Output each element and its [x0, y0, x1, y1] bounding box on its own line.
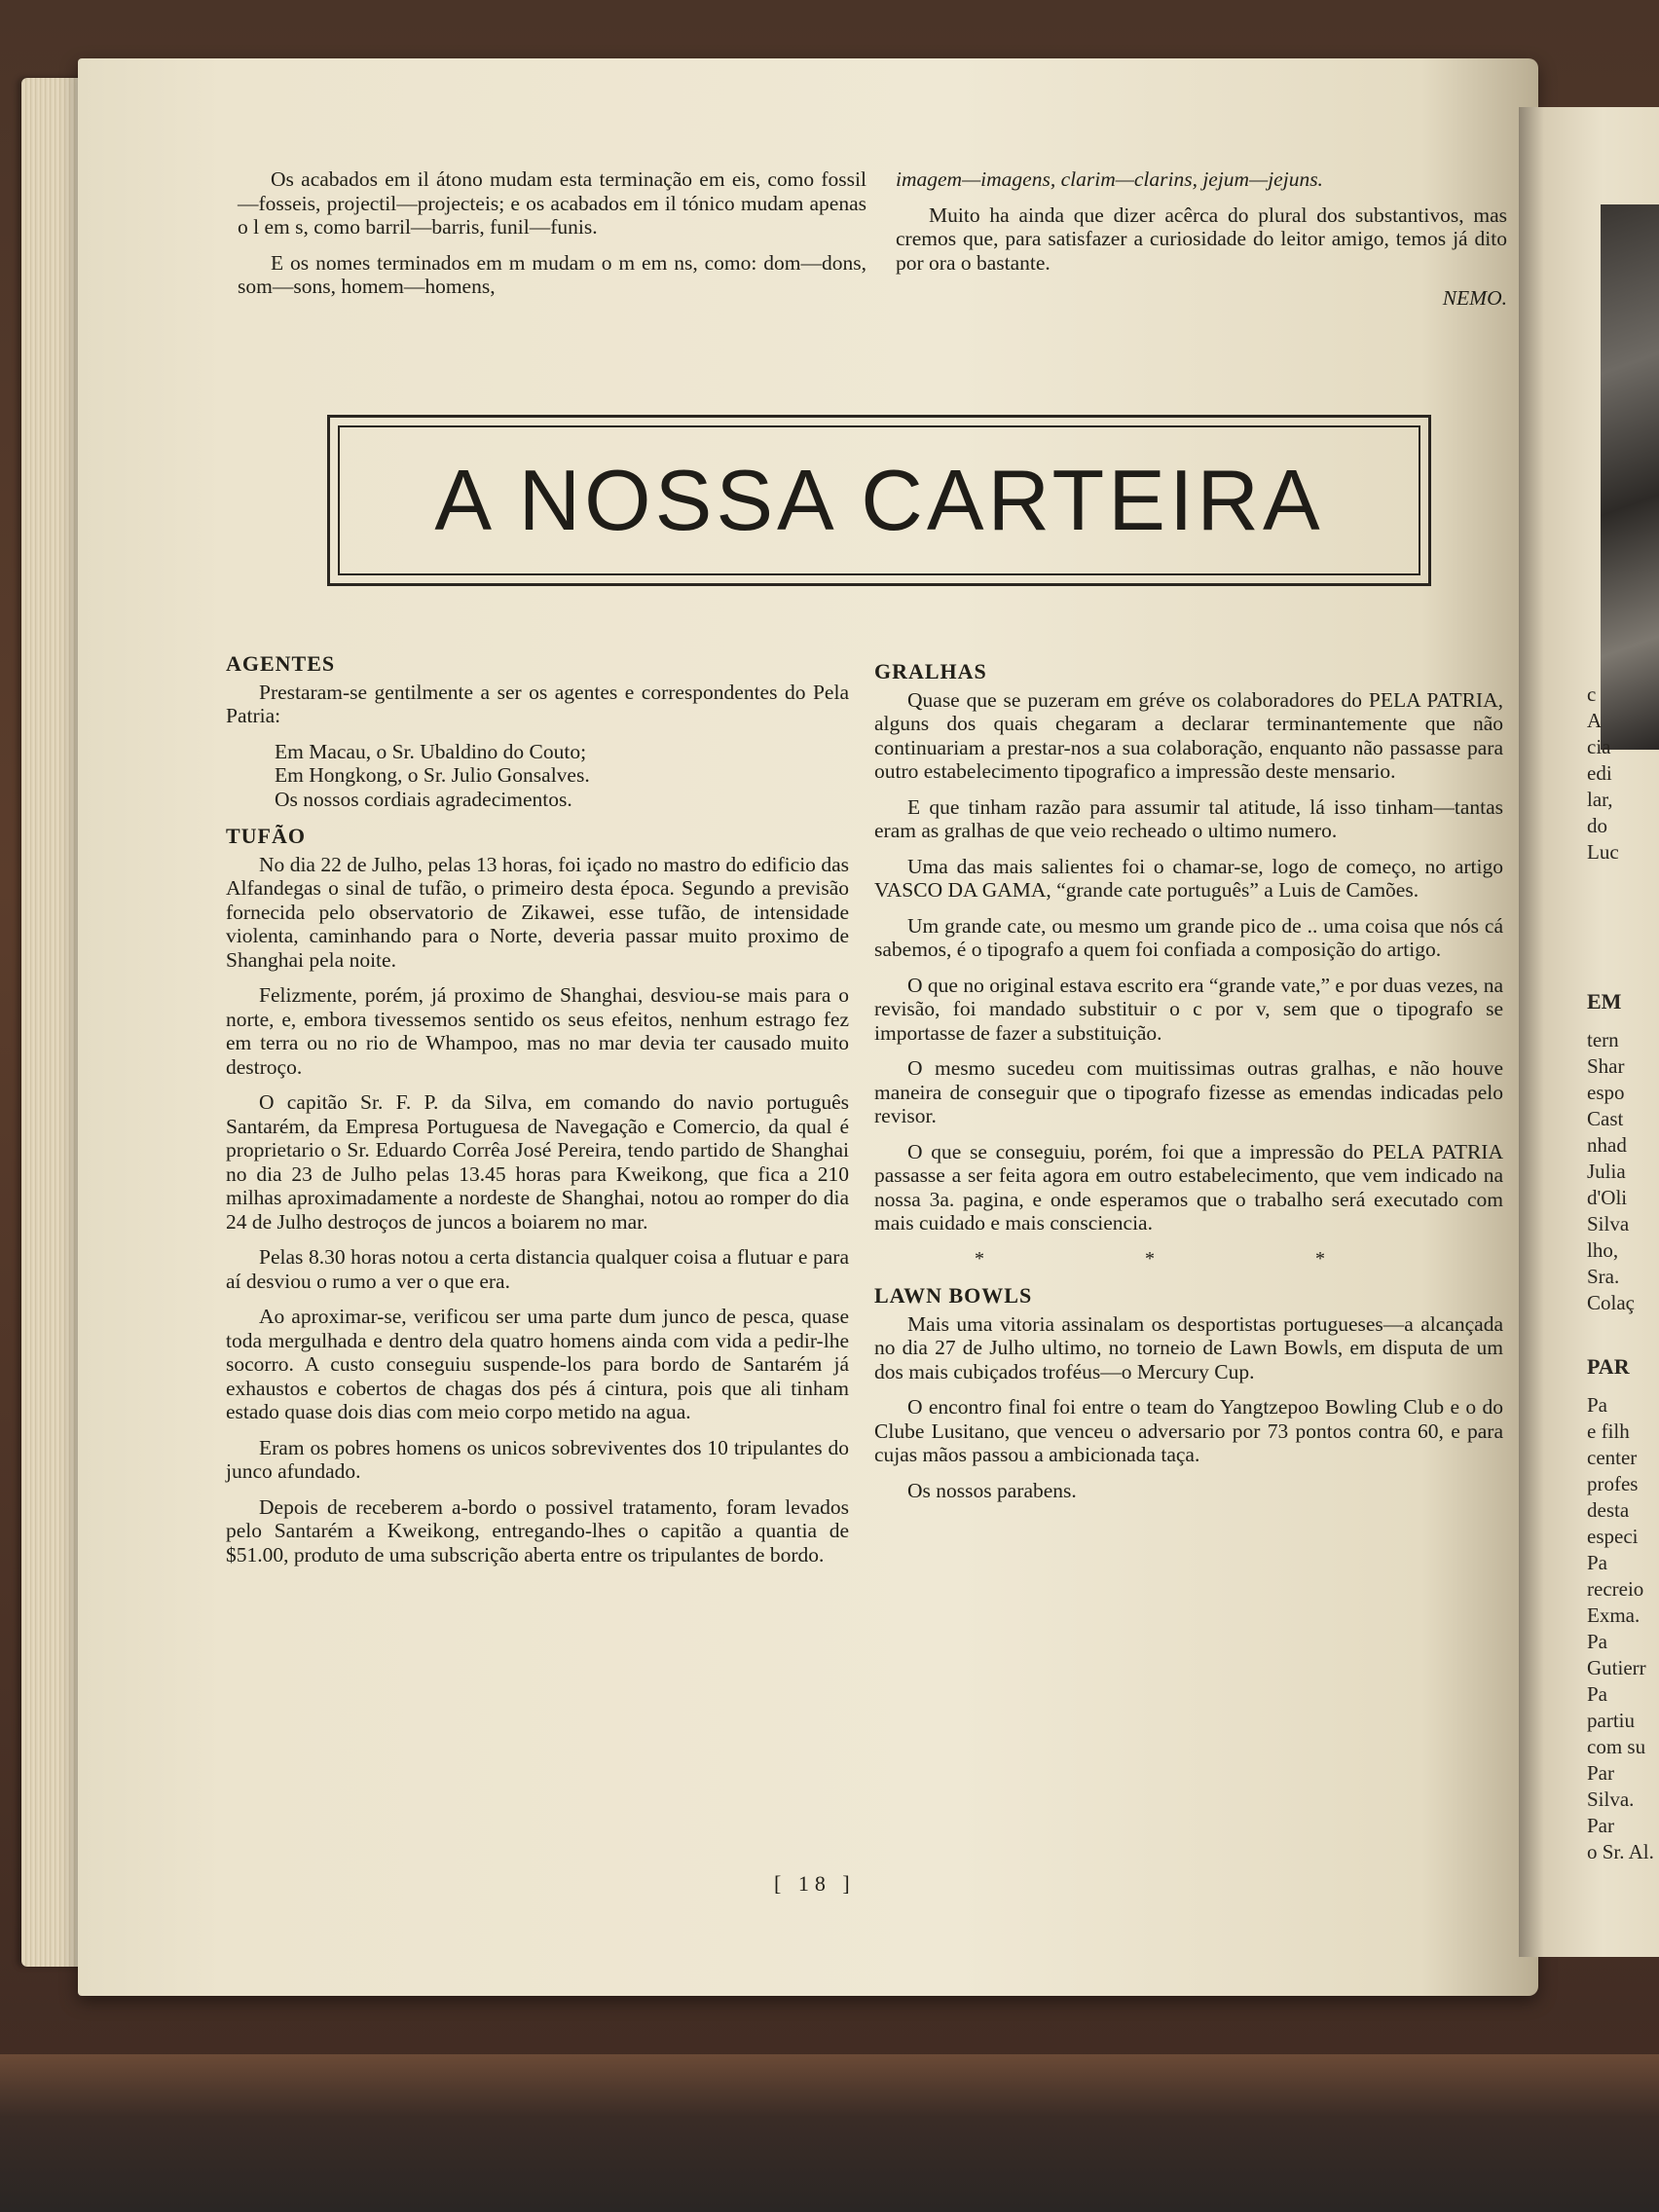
right-page-line: Pa	[1587, 1630, 1607, 1653]
right-page-line: especi	[1587, 1525, 1639, 1548]
left-column	[226, 639, 849, 1578]
right-page-line: lho,	[1587, 1238, 1619, 1262]
right-page-line: Exma.	[1587, 1604, 1641, 1627]
right-page-photo	[1601, 204, 1659, 750]
right-page-line: center	[1587, 1446, 1638, 1469]
right-page-heading: EM	[1587, 989, 1622, 1014]
tufao-paragraph-6: Eram os pobres homens os unicos sobreviventes dos 10 tripulantes do junco afundado.	[226, 1435, 849, 1483]
right-page-line: Luc	[1587, 840, 1619, 864]
tufao-paragraph-4: Pelas 8.30 horas notou a certa distancia qualquer coisa a flutuar e para aí desviou o rumo a ver o que era.	[226, 1245, 849, 1293]
top-left-column	[238, 167, 866, 311]
top-right-column	[896, 167, 1507, 311]
top-left-paragraph-1: Os acabados em il átono mudam esta terminação em eis, como fossil—fosseis, projectil—projecteis; e os acabados em il tónico mudam apenas o l em s, como barril—barris, funil—funis.	[238, 167, 866, 239]
right-page-line: edi	[1587, 761, 1612, 785]
lawn-bowls-paragraph-2: O encontro final foi entre o team do Yangtzepoo Bowling Club e o do Clube Lusitano, que venceu o adversario por 73 pontos contra 60, e para cujas mãos passou a ambicionada taça.	[874, 1395, 1503, 1466]
top-right-paragraph-1: Muito ha ainda que dizer acêrca do plural dos substantivos, mas cremos que, para satisfazer a curiosidade do leitor amigo, temos já dito por ora o bastante.	[896, 203, 1507, 275]
gralhas-paragraph-4: Um grande cate, ou mesmo um grande pico de .. uma coisa que nós cá sabemos, é o tipografo a quem foi confiada a composição do artigo.	[874, 913, 1503, 961]
heading-agentes: AGENTES	[226, 651, 336, 676]
agentes-paragraph: Prestaram-se gentilmente a ser os agentes e correspondentes do Pela Patria:	[226, 680, 849, 727]
section-title-box	[327, 415, 1431, 586]
right-page-line: Pa	[1587, 1682, 1607, 1706]
tufao-paragraph-2: Felizmente, porém, já proximo de Shanghai, desviou-se mais para o norte, e, embora tivessemos sentido os seus efeitos, nenhum estrago fez em terra ou no rio de Whampoo, mas no mar devia ter causado muito destroço.	[226, 983, 849, 1079]
tufao-paragraph-7: Depois de receberem a-bordo o possivel tratamento, foram levados pelo Santarém a Kweikong, entregando-lhes o capitão a quantia de $51.00, produto de uma subscrição aberta entre os tripulantes de bordo.	[226, 1494, 849, 1567]
gralhas-paragraph-5: O que no original estava escrito era “grande vate,” e por duas vezes, na revisão, foi mandado substituir o c por v, sem que o tipografo se importasse de fazer a substituição.	[874, 973, 1503, 1045]
heading-tufao: TUFÃO	[226, 824, 306, 848]
right-page-line: com su	[1587, 1735, 1646, 1758]
right-page-line: recreio	[1587, 1577, 1644, 1601]
right-page-line: Silva.	[1587, 1788, 1635, 1811]
right-column	[874, 646, 1503, 1514]
tufao-paragraph-3: O capitão Sr. F. P. da Silva, em comando do navio português Santarém, da Empresa Portuguesa de Navegação e Comercio, da qual é proprietario o Sr. Eduardo Corrêa José Pereira, tendo partido de Shanghai no dia 23 de Julho pelas 13.45 horas para Kweikong, que fica a 210 milhas aproximadamente a nordeste de Shanghai, notou ao romper do dia 24 de Julho destroços de juncos a boiarem no mar.	[226, 1090, 849, 1234]
right-page-line: partiu	[1587, 1709, 1635, 1732]
agentes-thanks: Os nossos cordiais agradecimentos.	[275, 787, 572, 811]
right-page-line: do	[1587, 814, 1607, 837]
gralhas-paragraph-7: O que se conseguiu, porém, foi que a impressão do PELA PATRIA passasse a ser feita agora em outro estabelecimento, que vem indicado na nossa 3a. pagina, e onde esperamos que o trabalho será executado com mais cuidado e mais consciencia.	[874, 1139, 1503, 1235]
top-left-paragraph-2: E os nomes terminados em m mudam o m em ns, como: dom—dons, som—sons, homem—homens,	[238, 250, 866, 298]
lawn-bowls-paragraph-3: Os nossos parabens.	[907, 1478, 1077, 1502]
right-page-line: c	[1587, 682, 1597, 706]
right-page-line: desta	[1587, 1498, 1630, 1522]
signature: NEMO.	[1442, 286, 1507, 310]
right-page-line: Gutierr	[1587, 1656, 1646, 1679]
right-page-line: profes	[1587, 1472, 1639, 1495]
right-page	[1519, 107, 1659, 1957]
right-page-line: tern	[1587, 1028, 1619, 1051]
section-separator: * * *	[975, 1247, 1403, 1270]
heading-lawn-bowls: LAWN BOWLS	[874, 1283, 1033, 1308]
heading-gralhas: GRALHAS	[874, 659, 987, 683]
right-page-line: lar,	[1587, 788, 1613, 811]
section-title: A NOSSA CARTEIRA	[434, 452, 1324, 548]
right-page-line: Cast	[1587, 1107, 1624, 1130]
right-page-line: Julia	[1587, 1160, 1626, 1183]
right-page-line: cia	[1587, 735, 1611, 758]
right-page-line: Par	[1587, 1814, 1614, 1837]
right-page-line: d'Oli	[1587, 1186, 1628, 1209]
lawn-bowls-paragraph-1: Mais uma vitoria assinalam os desportistas portugueses—a alcançada no dia 27 de Julho ultimo, no torneio de Lawn Bowls, em disputa de um dos mais cubiçados troféus—o Mercury Cup.	[874, 1311, 1503, 1383]
gralhas-paragraph-1: Quase que se puzeram em gréve os colaboradores do PELA PATRIA, alguns dos quais chegaram a declarar terminantemente que não continuariam a prestar-nos a sua colaboração, enquanto não passasse para outro estabelecimento tipografico a impressão deste mensario.	[874, 687, 1503, 783]
tufao-paragraph-1: No dia 22 de Julho, pelas 13 horas, foi içado no mastro do edificio das Alfandegas o sinal de tufão, o primeiro desta época. Segundo a previsão fornecida pelo observatorio de Zikawei, esse tufão, de intensidade violenta, caminhando para o Norte, deveria passar muito proximo de Shanghai pela noite.	[226, 852, 849, 972]
right-page-heading: PAR	[1587, 1354, 1630, 1379]
right-page-line: A	[1587, 709, 1603, 732]
gralhas-paragraph-6: O mesmo sucedeu com muitissimas outras gralhas, e não houve maneira de conseguir que o tipografo fizesse as emendas indicadas pelo revisor.	[874, 1056, 1503, 1127]
right-page-line: Silva	[1587, 1212, 1630, 1235]
right-page-line: Shar	[1587, 1054, 1625, 1078]
right-page-line: Pa	[1587, 1393, 1607, 1417]
top-right-line-1: imagem—imagens, clarim—clarins, jejum—jejuns.	[896, 167, 1323, 191]
right-page-line: Par	[1587, 1761, 1614, 1785]
agentes-hongkong: Em Hongkong, o Sr. Julio Gonsalves.	[275, 763, 590, 787]
gralhas-paragraph-3: Uma das mais salientes foi o chamar-se, logo de começo, no artigo VASCO DA GAMA, “grande cate português” a Luis de Camões.	[874, 854, 1503, 902]
right-page-line: Sra.	[1587, 1265, 1620, 1288]
right-page-line: espo	[1587, 1081, 1625, 1104]
gralhas-paragraph-2: E que tinham razão para assumir tal atitude, lá isso tinham—tantas eram as gralhas de que veio recheado o ultimo numero.	[874, 794, 1503, 842]
page-number: [ 18 ]	[774, 1871, 856, 1896]
right-page-line: nhad	[1587, 1133, 1627, 1157]
tufao-paragraph-5: Ao aproximar-se, verificou ser uma parte dum junco de pesca, quase toda mergulhada e dentro dela quatro homens ainda com vida a pedir-lhe socorro. A custo conseguiu suspende-los para bordo de Santarém já exhaustos e cobertos de chagas dos pés á cintura, pois que ali tinham estado quase dois dias com meio corpo metido na agua.	[226, 1305, 849, 1423]
right-page-line: Colaç	[1587, 1291, 1635, 1314]
table-edge	[0, 2054, 1659, 2212]
agentes-macau: Em Macau, o Sr. Ubaldino do Couto;	[275, 739, 587, 763]
right-page-line: e filh	[1587, 1419, 1630, 1443]
right-page-line: Pa	[1587, 1551, 1607, 1574]
right-page-line: o Sr. Al.	[1587, 1840, 1654, 1863]
section-title-frame	[338, 425, 1420, 575]
